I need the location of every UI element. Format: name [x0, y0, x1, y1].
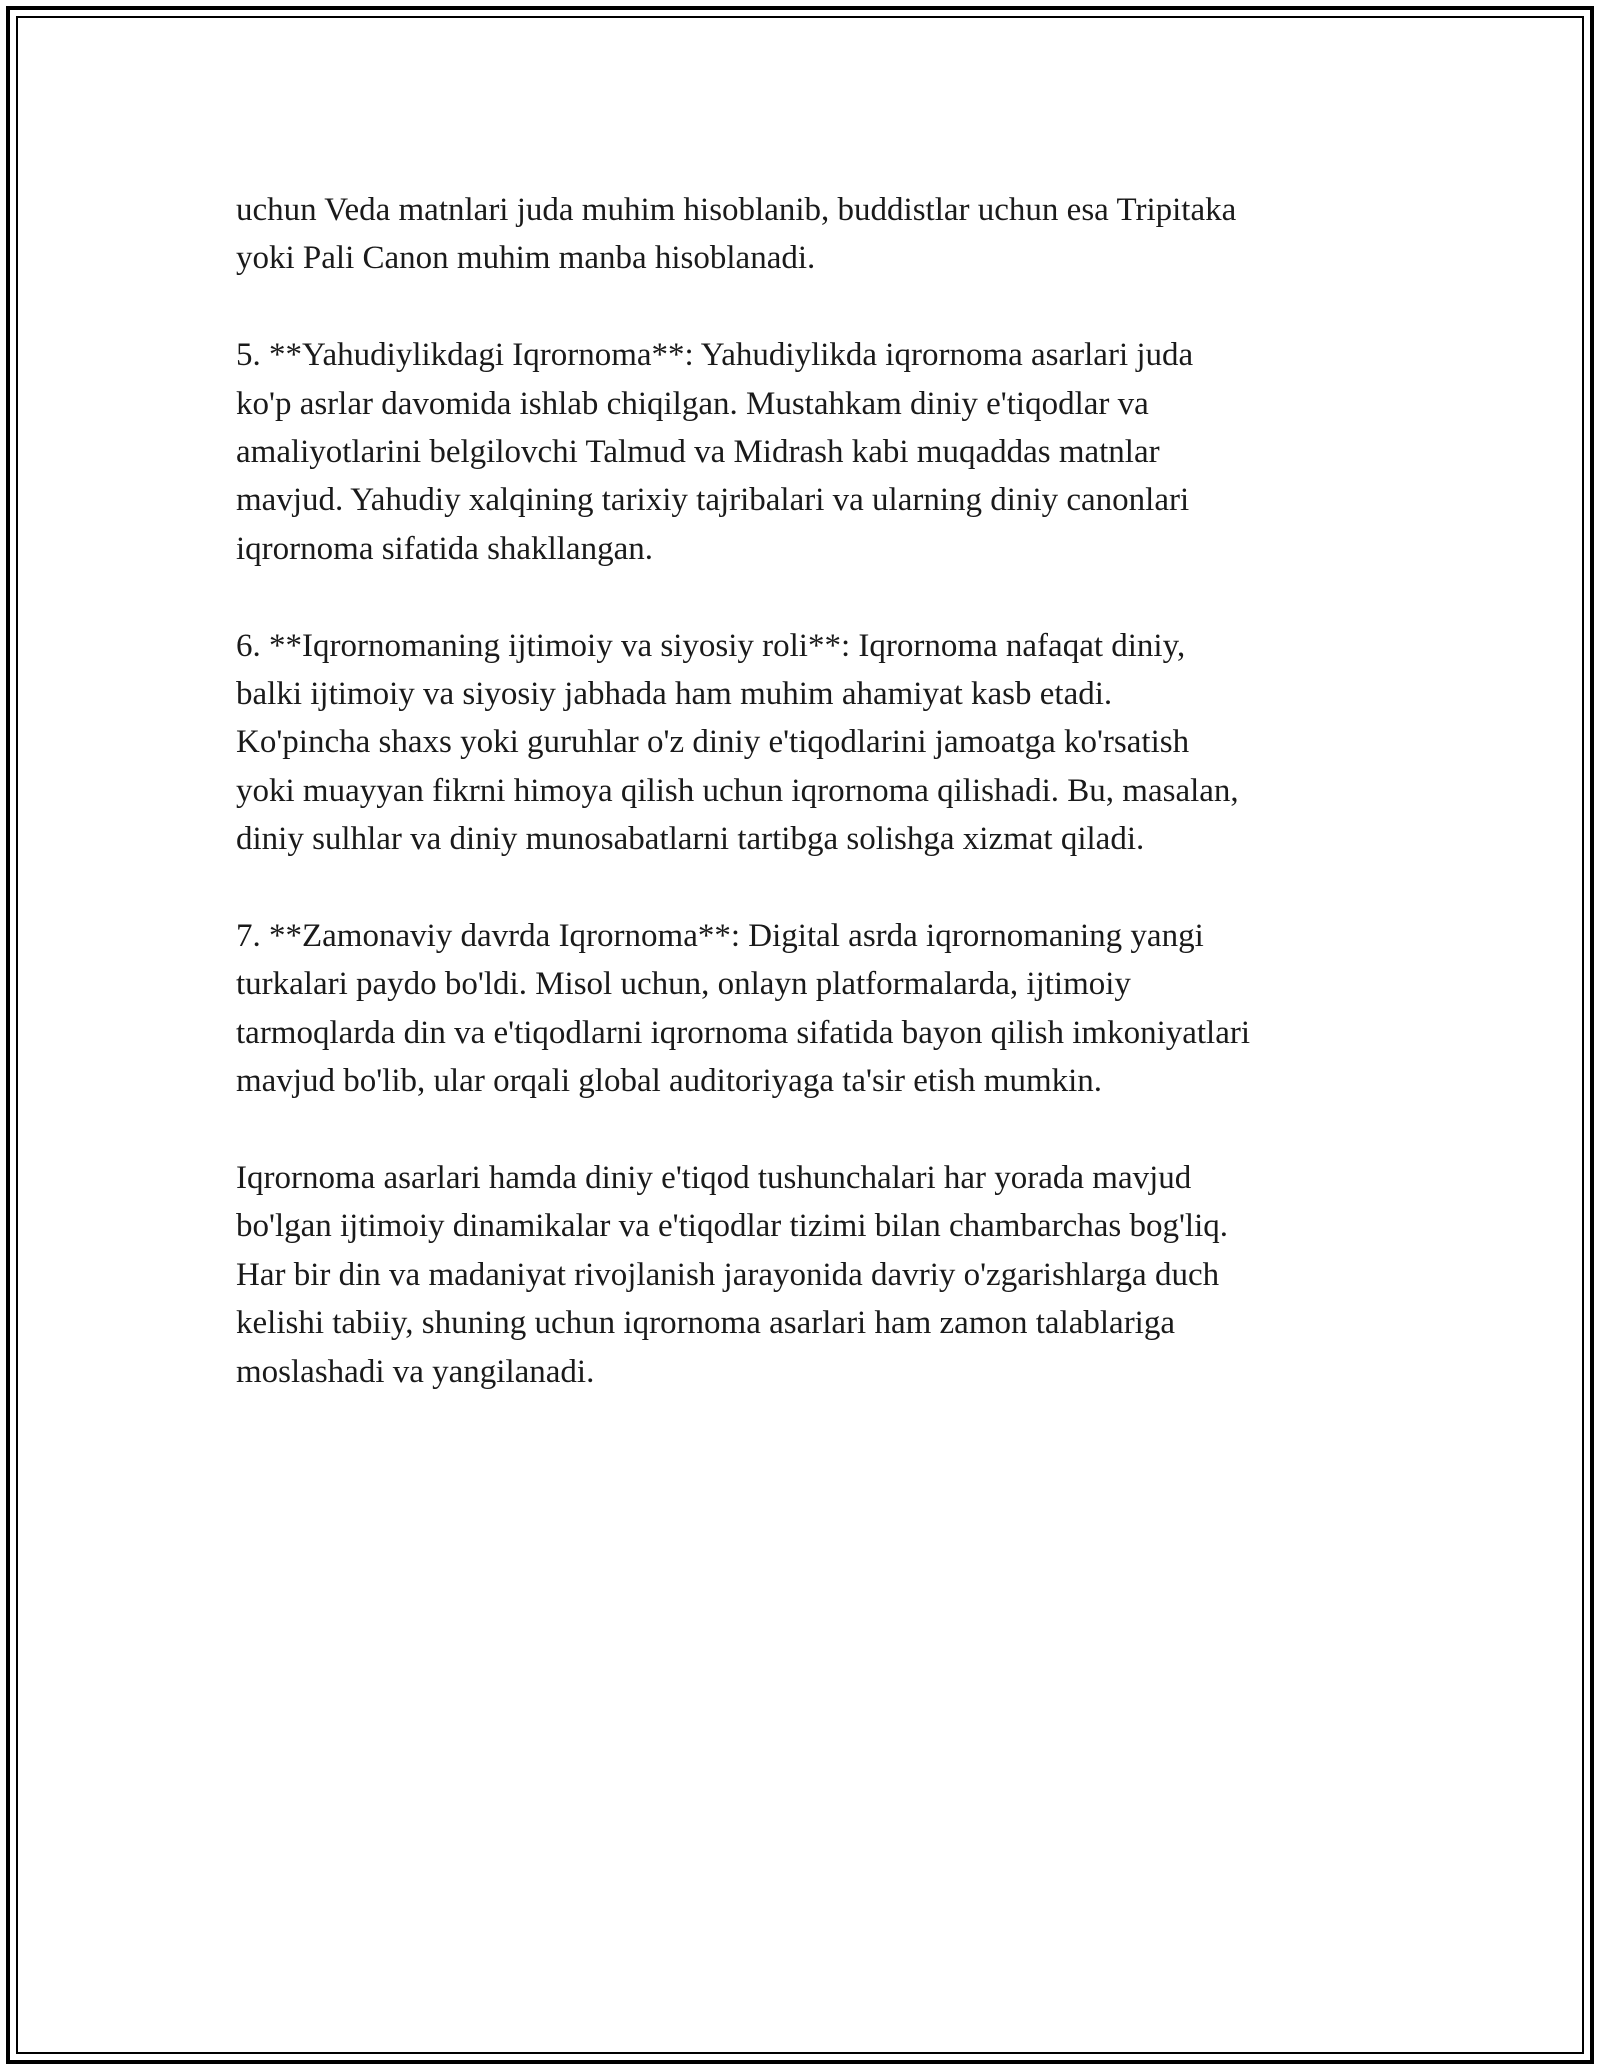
paragraph-item-6 [236, 622, 1386, 864]
text-line: yoki muayyan fikrni himoya qilish uchun iqrornoma qilishadi. Bu, masalan, [236, 772, 1239, 809]
text-line: mavjud bo'lib, ular orqali global auditoriyaga ta'sir etish mumkin. [236, 1063, 1103, 1100]
text-line: diniy sulhlar va diniy munosabatlarni tartibga solishga xizmat qiladi. [236, 821, 1145, 858]
text-line: iqrornoma sifatida shakllangan. [236, 530, 653, 567]
text-line: bo'lgan ijtimoiy dinamikalar va e'tiqodlar tizimi bilan chambarchas bog'liq. [236, 1208, 1228, 1245]
text-line: Ko'pincha shaxs yoki guruhlar o'z diniy e'tiqodlarini jamoatga ko'rsatish [236, 724, 1190, 761]
text-line: 6. **Iqrornomaning ijtimoiy va siyosiy roli**: Iqrornoma nafaqat diniy, [236, 627, 1186, 664]
text-line: mavjud. Yahudiy xalqining tarixiy tajribalari va ularning diniy canonlari [236, 482, 1190, 519]
text-line: ko'p asrlar davomida ishlab chiqilgan. Mustahkam diniy e'tiqodlar va [236, 385, 1149, 422]
text-line: moslashadi va yangilanadi. [236, 1353, 595, 1390]
text-line: uchun Veda matnlari juda muhim hisoblanib, buddistlar uchun esa Tripitaka [236, 192, 1237, 228]
text-line: kelishi tabiiy, shuning uchun iqrornoma asarlari ham zamon talablariga [236, 1305, 1176, 1342]
text-line: amaliyotlarini belgilovchi Talmud va Midrash kabi muqaddas matnlar [236, 434, 1160, 471]
text-line: tarmoqlarda din va e'tiqodlarni iqrornoma sifatida bayon qilish imkoniyatlari [236, 1014, 1251, 1051]
text-line: 7. **Zamonaviy davrda Iqrornoma**: Digital asrda iqrornomaning yangi [236, 918, 1204, 955]
text-line: 5. **Yahudiylikdagi Iqrornoma**: Yahudiylikda iqrornoma asarlari juda [236, 337, 1194, 374]
text-line: turkalari paydo bo'ldi. Misol uchun, onlayn platformalarda, ijtimoiy [236, 966, 1131, 1003]
text-line: balki ijtimoiy va siyosiy jabhada ham muhim ahamiyat kasb etadi. [236, 676, 1113, 713]
paragraph-item-5 [236, 331, 1386, 573]
text-line: Iqrornoma asarlari hamda diniy e'tiqod tushunchalari har yorada mavjud [236, 1160, 1192, 1197]
text-line: yoki Pali Canon muhim manba hisoblanadi. [236, 240, 816, 277]
paragraph-continuation [236, 186, 1386, 283]
text-line: Har bir din va madaniyat rivojlanish jarayonida davriy o'zgarishlarga duch [236, 1256, 1220, 1293]
document-body [236, 186, 1386, 1444]
paragraph-item-7 [236, 912, 1386, 1106]
paragraph-conclusion [236, 1154, 1386, 1396]
